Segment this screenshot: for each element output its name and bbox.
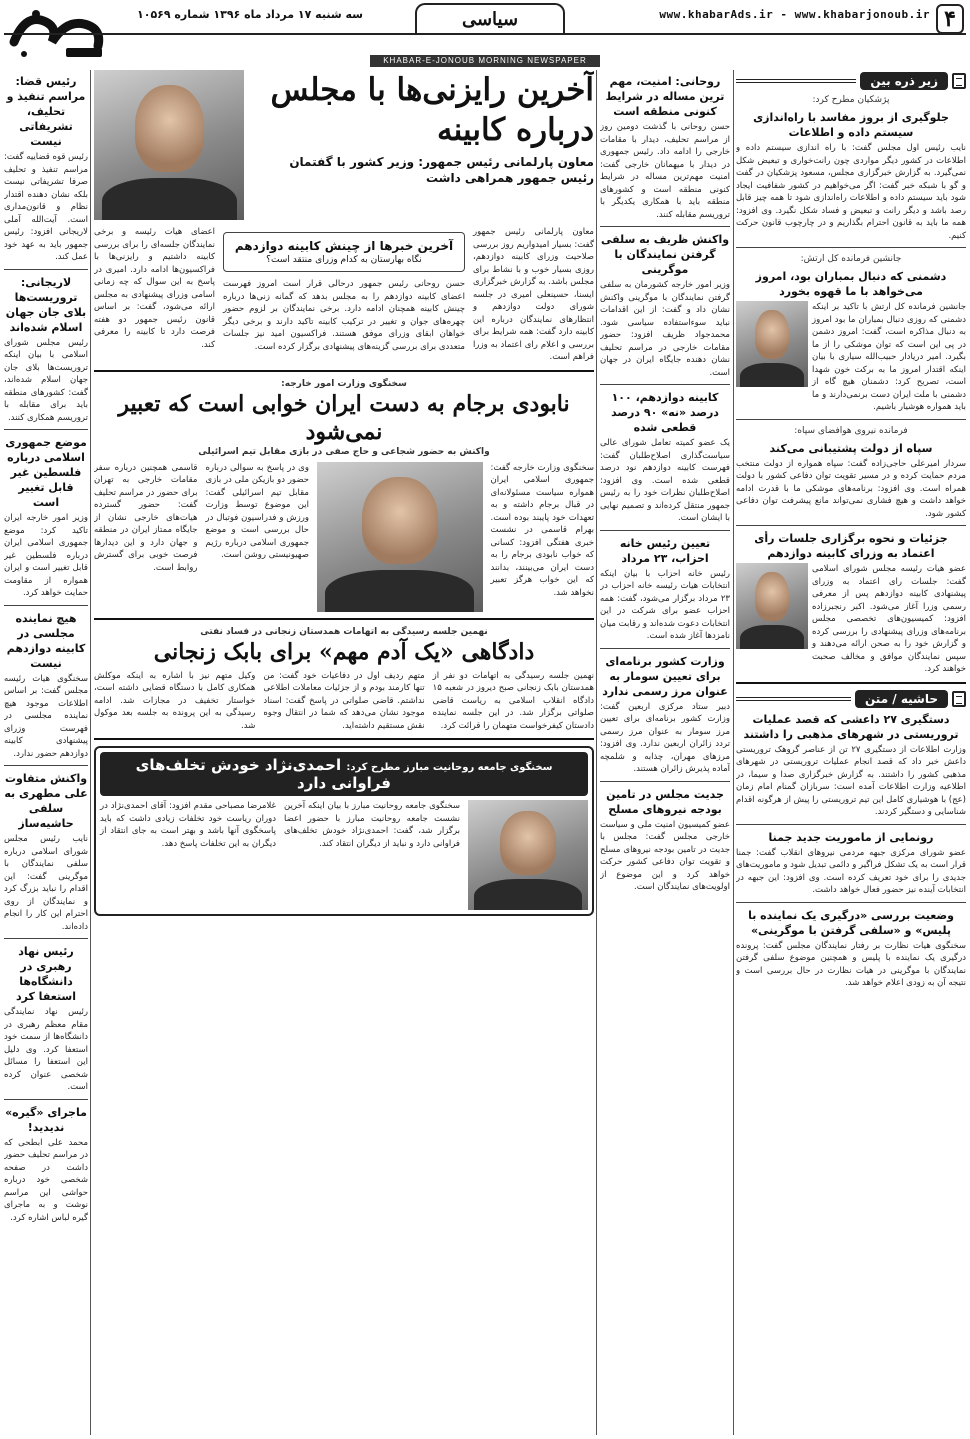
article-title[interactable]: جدیت مجلس در تامین بودجه نیروهای مسلح: [606, 787, 724, 816]
article-body: وی در پاسخ به سوالی درباره حضور دو بازیکن ملی در بازی مقابل تیم اسرائیلی گفت: این موضوع توسط وزارت ورزش و فدراسیون فوتبال در حال بررسی است و موضع جمهوری اسلامی درباره رژیم صهیونیستی روشن است.: [205, 462, 309, 560]
article-headline[interactable]: نابودی برجام به دست ایران خوابی است که تعبیر نمی‌شود: [118, 390, 570, 445]
article-body: وزارت اطلاعات از دستگیری ۲۷ تن از عناصر گروهک تروریستی داعش خبر داد که قصد انجام عملیات تروریستی در شهرهای مذهبی کشور را داشتند. به گزارش خبرگزاری صدا و سیما، در اطلاعیه وزارت اطلاعات آمده است: سربازان گمنام امام زمان (عج) با هوشیاری کامل این تیم تروریستی را پیش از هرگونه اقدام شناسایی و دستگیر کردند.: [736, 744, 966, 817]
article-title[interactable]: تعیین رئیس خانه احزاب، ۲۳ مرداد: [619, 536, 711, 565]
article-headline[interactable]: دادگاهی «یک آدم مهم» برای بابک زنجانی: [153, 638, 535, 665]
article-body: متهم ردیف اول در دفاعیات خود گفت: من تنها کارمند بودم و از جزئیات معاملات اطلاعی نداشتم. قاضی صلواتی در پاسخ گفت: اسناد موجود نشان می‌دهد که شما در انتقال وجوه نقش مستقیم داشته‌اید.: [263, 670, 425, 731]
article-title[interactable]: روحانی: امنیت، مهم ترین مساله در شرایط کنونی منطقه است: [605, 75, 725, 118]
article-body: سخنگوی وزارت خارجه گفت: جمهوری اسلامی ایران همواره سیاست مسئولانه‌ای در قبال برجام داشته و به تعهدات خود پایبند بوده است. بهرام قاسمی در نشست خبری هفتگی افزود: کسانی که خواب نابودی برجام را به دست ایران می‌بینند، بدانند که این خواب هرگز تعبیر نخواهد شد.: [490, 462, 594, 598]
article-title[interactable]: دشمنی که دنبال بمباران بود، امروز می‌خواهد با ما قهوه بخورد: [755, 270, 947, 298]
article-body: نهمین جلسه رسیدگی به اتهامات دو نفر از همدستان بابک زنجانی صبح دیروز در شعبه ۱۵ دادگاه انقلاب اسلامی به ریاست قاضی صلواتی برگزار شد. در این جلسه نماینده دادستان کیفرخواست متهمان را قرائت کرد.: [432, 670, 594, 731]
article-title[interactable]: وزارت کشور برنامه‌ای برای تعیین سومار به عنوان مرز رسمی ندارد: [602, 654, 728, 698]
column-divider: [596, 70, 597, 1435]
header-rule: [4, 33, 966, 35]
article-title[interactable]: جلوگیری از بروز مفاسد با راه‌اندازی سیستم داده و اطلاعات: [753, 111, 949, 139]
article-kicker: جانشین فرمانده کل ارتش:: [800, 254, 902, 264]
article-body: عضو شورای مرکزی جبهه مردمی نیروهای انقلاب گفت: جمنا قرار است به یک تشکل فراگیر و دائمی تبدیل شود و ماموریت‌های جدیدی را برای خود تعریف کرده است. وی افزود: این جبهه در انتخابات آینده نیز حضور فعال خواهد داشت.: [736, 847, 966, 895]
article-body: رئیس خانه احزاب با بیان اینکه انتخابات هیات رئیسه خانه احزاب در ۲۳ مرداد برگزار می‌شود، گفت: همه احزاب عضو برای شرکت در این انتخابات دعوت شده‌اند و رقابت میان نامزدها آغاز شده است.: [600, 568, 730, 641]
article-subtitle: واکنش به حضور شجاعی و حاج صفی در بازی مقابل تیم اسرائیلی: [198, 446, 490, 457]
website-urls[interactable]: www.khabarAds.ir - www.khabarjonoub.ir: [659, 8, 930, 21]
page-number: ۴: [936, 4, 964, 34]
article-kicker: فرمانده نیروی هوافضای سپاه:: [794, 425, 908, 436]
lead-photo: [94, 70, 244, 220]
column-second: [600, 70, 730, 1435]
portrait-photo: [736, 301, 808, 387]
quote-subtitle: نگاه بهارستان به کدام وزرای منتقد است؟: [266, 255, 422, 265]
lead-headline[interactable]: آخرین رایزنی‌ها با مجلس درباره کابینه: [270, 72, 594, 148]
article-title[interactable]: دستگیری ۲۷ داعشی که قصد عملیات تروریستی در شهرهای مذهبی را داشتند: [743, 712, 959, 741]
article-kicker: سخنگوی جامعه روحانیت مبارز مطرح کرد:: [346, 762, 553, 773]
document-icon: [952, 73, 966, 89]
article-body: سخنگوی جامعه روحانیت مبارز با بیان اینکه آخرین نشست جامعه روحانیت مبارز با حضور اعضا برگزار شد، گفت: احمدی‌نژاد خودش تخلف‌های فراوانی دارد و نباید از دیگران انتقاد کند.: [284, 801, 460, 849]
article-title[interactable]: سپاه از دولت پشتیبانی می‌کند: [769, 441, 933, 455]
pull-quote: [223, 232, 465, 272]
article-kicker: نهمین جلسه رسیدگی به اتهامات همدستان زنجانی در فساد نفتی: [200, 626, 488, 637]
article-body: جانشین فرمانده کل ارتش با تاکید بر اینکه دشمنی که روزی دنبال بمباران ما بود امروز به دنبال مذاکره است، گفت: امروز دشمن در پی این است که توان موشکی را از ما بگیرد. امیر دریادار حبیب‌الله سیاری با بیان اینکه اقتدار امروز ما به برکت خون شهدا است، تصریح کرد: دشمنان هیچ گاه از دشمنی با ملت ایران دست برنمی‌دارند و ما باید همواره هوشیار باشیم.: [812, 302, 966, 412]
article-title[interactable]: رونمایی از ماموریت جدید جمنا: [768, 830, 934, 844]
article-body: نایب رئیس اول مجلس گفت: با راه اندازی سیستم داده و اطلاعات در کشور دیگر مواردی چون رانت‌خواری و تبعیض شکل نمی‌گیرد. به گزارش خبرگزاری مجلس، مسعود پزشکیان در گفت و گو با شبکه خبر گفت: اگر می‌خواهیم در کشور شفافیت ایجاد شود باید سیستم داده و اطلاعات راه‌اندازی شود تا همه چیز قابل رصد باشد و دیگر رانت و تبعیض و فساد شکل نگیرد. وی افزود: همه ما باید به قانون احترام بگذاریم و در چارچوب قانون حرکت کنیم.: [736, 143, 966, 241]
quote-body: حسن روحانی رئیس جمهور درحالی قرار است امروز فهرست اعضای کابینه دوازدهم را به مجلس بدهد که گمانه زنی‌ها درباره چینش کابینه همچنان ادامه دارد. برخی نمایندگان بر لزوم حضور چهره‌های جوان و تغییر در ترکیب کابینه تاکید دارند و برخی دیگر خواهان ابقای وزرای موفق هستند. فراکسیون امید نیز جلسات متعددی برای بررسی گزینه‌های پیشنهادی برگزار کرده است.: [223, 279, 465, 352]
article-body: یک عضو کمیته تعامل شورای عالی سیاست‌گذاری اصلاح‌طلبان گفت: فهرست کابینه دوازدهم نود درصد قطعی شده است. وی افزود: اصلاح‌طلبان نظرات خود را به رئیس جمهور منتقل کرده‌اند و تصمیم نهایی با ایشان است.: [600, 438, 730, 523]
article-title[interactable]: واکنش متفاوت علی مطهری به سلفی حاشیه‌ساز: [4, 772, 88, 830]
article-body: سخنگوی هیات نظارت بر رفتار نمایندگان مجلس گفت: پرونده درگیری یک نماینده با پلیس و همچنین موضوع سلفی گرفتن نمایندگان با موگرینی در هیات نظارت در حال بررسی است و نتیجه آن به زودی اعلام خواهد شد.: [736, 940, 966, 988]
date-issue: سه شنبه ۱۷ مرداد ماه ۱۳۹۶ شماره ۱۰۵۶۹: [137, 8, 363, 21]
article-body: نایب رئیس مجلس شورای اسلامی درباره سلفی نمایندگان با موگرینی گفت: این اقدام را نباید بزرگ کرد و نمایندگان از روی احترام این کار را انجام داده‌اند.: [4, 834, 88, 932]
masthead-logo: [6, 2, 110, 60]
lead-subtitle: معاون پارلمانی رئیس جمهور: وزیر کشور با گفتمان رئیس جمهور همراهی داشت: [289, 155, 594, 185]
article-title[interactable]: واکنش ظریف به سلفی گرفتن نمایندگان با موگرینی: [600, 233, 730, 276]
hashie-matn-label: حاشیه / متن: [736, 690, 966, 708]
article-body: رئیس مجلس شورای اسلامی با بیان اینکه تروریست‌ها بلای جان جهان اسلام شده‌اند، گفت: کشورهای منطقه باید برای مقابله با تروریسم همکاری کنند.: [4, 337, 88, 423]
column-divider: [90, 70, 91, 1435]
bottom-story-box: [94, 746, 594, 916]
lead-story: [94, 70, 594, 220]
article-body: وزیر امور خارجه کشورمان به سلفی گرفتن نمایندگان با موگرینی واکنش نشان داد و گفت: از این اقدامات نباید سوءاستفاده سیاسی شود. محمدجواد ظریف افزود: حضور مقامات خارجی در مراسم تحلیف نشان دهنده جایگاه ایران در جهان است.: [600, 280, 730, 378]
article-kicker: پژشکیان مطرح کرد:: [812, 95, 890, 105]
article-body: سردار امیرعلی حاجی‌زاده گفت: سپاه همواره از دولت منتخب مردم حمایت کرده و در مسیر تقویت توان دفاعی کشور با دولت همراه است. وی افزود: برنامه‌های موشکی ما با قدرت ادامه خواهد داشت و هیچ فشاری نمی‌تواند مانع پیشرفت توان دفاعی کشور شود.: [736, 458, 966, 519]
article-body: وزیر امور خارجه ایران تاکید کرد: موضع جمهوری اسلامی ایران درباره فلسطین غیر قابل تغییر است و ایران همواره از مقاومت حمایت خواهد کرد.: [4, 513, 88, 598]
article-body: غلامرضا مصباحی مقدم افزود: آقای احمدی‌نژاد در دوران ریاست خود تخلفات زیادی داشت که باید پاسخگوی آنها باشد و بهتر است به جای انتقاد از دیگران به این تخلفات پاسخ دهد.: [100, 801, 276, 849]
column-main: [94, 70, 594, 1435]
article-body: محمد علی ابطحی که در مراسم تحلیف حضور داشت در صفحه شخصی خود درباره حواشی این مراسم نوشت و به ماجرای گیره لباس اشاره کرد.: [4, 1137, 88, 1223]
article-body: سخنگوی هیات رئیسه مجلس گفت: بر اساس اطلاعات موجود هیچ نماینده مجلسی در فهرست وزرای پیشنهادی کابینه دوازدهم حضور ندارد.: [4, 673, 88, 759]
lead-body: اعضای هیات رئیسه و برخی نمایندگان جلسه‌ای را برای بررسی کابینه داشتیم و رایزنی‌ها با فراکسیون‌ها ادامه دارد. امیری در پاسخ به این سوال که چه زمانی اسامی وزرای پیشنهادی به مجلس ارائه می‌شود، گفت: بر اساس قانون رئیس جمهور دو هفته فرصت دارد تا کابینه را معرفی کند.: [94, 227, 215, 350]
cleric-photo: [468, 800, 588, 910]
article-body: حسن روحانی با گذشت دومین روز از مراسم تحلیف، دیدار با مقامات خارجی را ادامه داد. رئیس جمهوری در دیدار با میهمانان خارجی گفت: امنیت مهم‌ترین مساله در شرایط کنونی منطقه است و کشورهای منطقه باید با همکاری یکدیگر با تروریسم مقابله کنند.: [600, 122, 730, 220]
article-body: رئیس نهاد نمایندگی مقام معظم رهبری در دانشگاه‌ها از سمت خود استعفا کرد. وی دلیل این استعفا را مسائل شخصی عنوان کرده است.: [4, 1007, 88, 1092]
article-body: عضو کمیسیون امنیت ملی و سیاست خارجی مجلس گفت: مجلس با جدیت در تامین بودجه نیروهای مسلح و تقویت توان دفاعی کشور حرکت خواهد کرد و این موضوع از اولویت‌های نمایندگان است.: [600, 819, 730, 892]
quote-title: آخرین خبرها از چینش کابینه دوازدهم: [234, 239, 454, 253]
article-kicker: سخنگوی وزارت امور خارجه:: [281, 378, 407, 389]
article-title[interactable]: رئیس قضا: مراسم تنفیذ و تحلیف، تشریفاتی نیست: [6, 75, 86, 148]
article-title[interactable]: کابینه دوازدهم، ۱۰۰ درصد «نه» ۹۰ درصد قطعی شده: [611, 391, 719, 434]
lead-body: معاون پارلمانی رئیس جمهور گفت: بسیار امیدواریم روز بررسی صلاحیت وزرای کابینه دوازدهم، روزی بسیار خوب و با نشاط برای مجلس باشد. به گزارش خبرگزاری ایسنا، حسینعلی امیری در جلسه شورای دولت دوازدهم و انتظارهای نمایندگان درباره این کابینه دارد گفت: همه شرایط برای بررسی و اعلام رای اعتماد به وزرا فراهم است.: [473, 227, 594, 362]
article-title[interactable]: وضعیت بررسی «درگیری یک نماینده با پلیس» و «سلفی گرفتن با موگرینی»: [748, 908, 954, 937]
document-icon: [952, 691, 966, 707]
article-headline[interactable]: احمدی‌نژاد خودش تخلف‌های فراوانی دارد: [135, 756, 391, 792]
article-title[interactable]: رئیس نهاد رهبری در دانشگاه‌ها استعفا کرد: [15, 945, 77, 1003]
page-header: [0, 0, 970, 65]
article-body: دبیر ستاد مرکزی اربعین گفت: وزارت کشور برنامه‌ای برای تعیین مرز سومار به عنوان مرز رسمی تردد زائران اربعین ندارد. وی افزود: مرزهای مهران، چذابه و شلمچه آماده پذیرش زائران هستند.: [600, 701, 730, 774]
article-title[interactable]: موضع جمهوری اسلامی درباره فلسطین غیر قابل تغییر است: [5, 436, 87, 509]
article-title[interactable]: هیچ نماینده مجلسی در کابینه دوازدهم نیست: [6, 611, 86, 670]
tagline-strip: KHABAR-E-JONOUB MORNING NEWSPAPER: [370, 55, 600, 67]
article-title[interactable]: لاریجانی: تروریست‌ها بلای جان جهان اسلام شده‌اند: [5, 275, 87, 334]
article-body: قاسمی همچنین درباره سفر مقامات خارجی به تهران برای حضور در مراسم تحلیف گفت: حضور گسترده هیات‌های خارجی نشان از جایگاه ممتاز ایران در منطقه و جهان دارد و این دیدارها فرصت خوبی برای گسترش روابط است.: [94, 462, 198, 573]
article-body: عضو هیات رئیسه مجلس شورای اسلامی گفت: جلسات رای اعتماد به وزرای پیشنهادی کابینه دوازدهم پس از معرفی رسمی وزرا آغاز می‌شود. اکبر رنجبرزاده افزود: کمیسیون‌های تخصصی مجلس برنامه‌های وزرای پیشنهادی را بررسی کرده و گزارش خود را به صحن ارائه می‌دهند و سپس نمایندگان موافق و مخالف صحبت خواهند کرد.: [812, 564, 966, 674]
column-left: [4, 70, 88, 1435]
zir-zarrebin-label: زیر ذره بین: [736, 72, 966, 90]
article-title[interactable]: جزئیات و نحوه برگزاری جلسات رأی اعتماد به وزرای کابینه دوازدهم: [754, 532, 948, 560]
article-title[interactable]: ماجرای «گیره» ندیدید!: [5, 1105, 87, 1134]
column-right: [736, 70, 966, 1435]
article-body: وکیل متهم نیز با اشاره به اینکه موکلش همکاری کامل با دستگاه قضایی داشته است، خواستار تخفیف در مجازات شد. ادامه رسیدگی به این پرونده به جلسه بعد موکول شد.: [94, 670, 256, 731]
portrait-photo: [736, 563, 808, 649]
section-tab: سیاسی: [415, 3, 565, 35]
column-divider: [733, 70, 734, 1435]
bottom-headline-bar: [100, 752, 588, 796]
spokesman-photo: [317, 462, 483, 612]
article-body: رئیس قوه قضاییه گفت: مراسم تنفیذ و تحلیف صرفا تشریفاتی نیست بلکه نشان دهنده اقتدار نظام و قانون‌مداری است. آیت‌الله آملی لاریجانی افزود: رئیس جمهور باید به عهد خود عمل کند.: [4, 152, 88, 262]
